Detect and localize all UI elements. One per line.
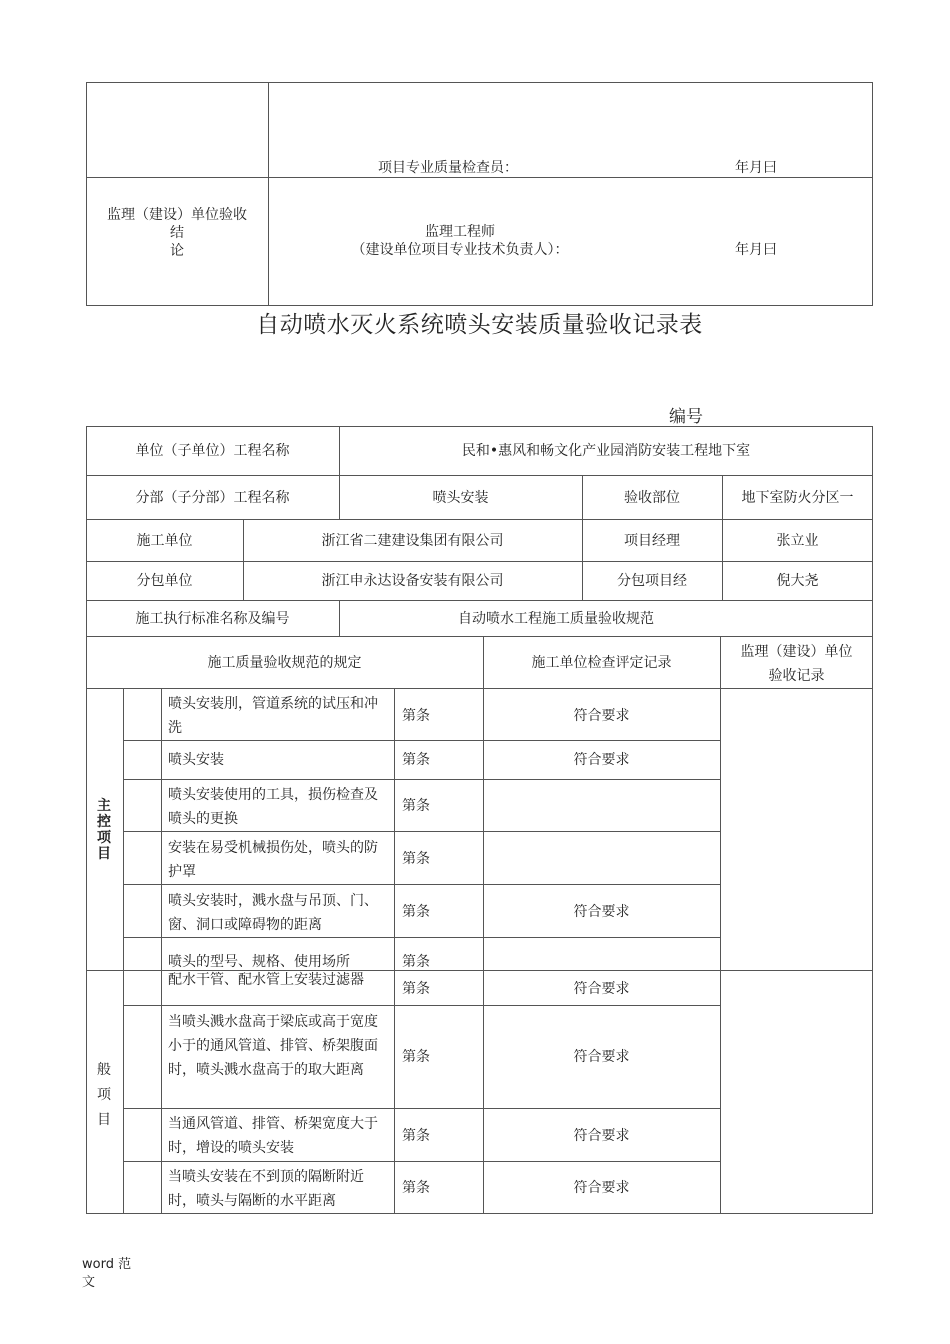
row-line	[123, 1161, 720, 1162]
unit-project-value: 民和•惠风和畅文化产业园消防安装工程地下室	[461, 443, 751, 459]
sub-pm-value: 倪大尧	[776, 573, 819, 589]
contractor-label: 施工单位	[136, 533, 193, 549]
sub-project-value: 喷头安装	[432, 490, 489, 506]
general-item-result: 符合要求	[573, 1180, 630, 1196]
engineer-label-2: （建设单位项目专业技术负责人）：	[351, 242, 569, 258]
row-line	[123, 1108, 720, 1109]
general-item-result: 符合要求	[573, 1049, 630, 1065]
main-item-clause: 第条	[402, 904, 430, 920]
general-item-desc: 当通风管道、排管、桥架宽度大于时，增设的喷头安装	[168, 1116, 378, 1156]
col-line	[123, 688, 124, 1214]
main-item-desc: 喷头的型号、规格、使用场所	[168, 954, 350, 970]
general-item-result: 符合要求	[573, 1128, 630, 1144]
footer-watermark-1: word 范	[82, 1257, 132, 1272]
row-line	[123, 884, 720, 885]
contractor-value: 浙江省二建建设集团有限公司	[321, 533, 504, 549]
inspector-label: 项目专业质量检查员：	[378, 160, 518, 176]
general-item-clause: 第条	[402, 1049, 430, 1065]
general-item-desc: 当喷头安装在不到顶的隔断附近时，喷头与隔断的水平距离	[168, 1169, 364, 1209]
row-line	[123, 1005, 720, 1006]
pm-value: 张立业	[776, 533, 819, 549]
accept-part-value: 地下室防火分区一	[741, 490, 854, 506]
main-control-items-label: 主控项目	[97, 798, 111, 862]
supervisor-conclusion-label-1: 监理（建设）单位验收	[107, 207, 247, 223]
top-table-divider	[268, 82, 269, 306]
sub-project-label: 分部（子分部）工程名称	[135, 490, 290, 506]
row-line	[86, 636, 873, 637]
row-line	[86, 561, 873, 562]
row-line	[86, 475, 873, 476]
page-title: 自动喷水灭火系统喷头安装质量验收记录表	[256, 312, 703, 338]
row-line	[86, 688, 873, 689]
col-line	[720, 636, 721, 1214]
main-item-result: 符合要求	[573, 904, 630, 920]
main-item-clause: 第条	[402, 752, 430, 768]
general-item-clause: 第条	[402, 1128, 430, 1144]
general-item-desc: 配水干管、配水管上安装过滤器	[168, 972, 364, 988]
supervisor-conclusion-label-3: 论	[170, 243, 184, 259]
main-item-desc: 安装在易受机械损伤处，喷头的防护罩	[168, 840, 378, 880]
engineer-label-1: 监理工程师	[425, 224, 495, 240]
main-item-clause: 第条	[402, 798, 430, 814]
supervision-header-2: 验收记录	[768, 668, 825, 684]
accept-part-label: 验收部位	[624, 490, 680, 506]
unit-project-label: 单位（子单位）工程名称	[135, 443, 290, 459]
general-item-clause: 第条	[402, 981, 430, 997]
main-item-desc: 喷头安装使用的工具，损伤检查及喷头的更换	[168, 787, 378, 827]
general-item-desc: 当喷头溅水盘高于梁底或高于宽度小于的通风管道、排管、桥架腹面时，喷头溅水盘高于的取大距离	[168, 1014, 378, 1078]
standard-label: 施工执行标准名称及编号	[135, 611, 290, 627]
general-item-clause: 第条	[402, 1180, 430, 1196]
spec-header: 施工质量验收规范的规定	[207, 655, 362, 671]
subcontractor-label: 分包单位	[136, 573, 193, 589]
row-line	[123, 779, 720, 780]
row-line	[123, 937, 720, 938]
col-line	[394, 688, 395, 1214]
row-line	[123, 740, 720, 741]
sub-pm-label: 分包项目经	[617, 573, 687, 589]
subcontractor-value: 浙江申永达设备安装有限公司	[321, 573, 504, 589]
main-item-desc: 喷头安装	[168, 752, 224, 768]
check-header: 施工单位检查评定记录	[531, 655, 672, 671]
supervision-header-1: 监理（建设）单位	[740, 644, 853, 660]
footer-watermark-2: 文	[82, 1275, 96, 1290]
engineer-date: 年月曰	[735, 242, 777, 258]
main-item-result: 符合要求	[573, 708, 630, 724]
standard-value: 自动喷水工程施工质量验收规范	[458, 611, 654, 627]
row-line	[86, 519, 873, 520]
serial-number-label: 编号	[669, 407, 703, 427]
main-item-result: 符合要求	[573, 752, 630, 768]
main-item-clause: 第条	[402, 954, 430, 970]
general-items-label: 般项目	[97, 1062, 111, 1128]
top-table	[86, 82, 873, 306]
main-item-desc: 喷头安装刖，管道系统的试压和冲洗	[168, 696, 378, 736]
main-item-desc: 喷头安装时，溅水盘与吊顶、门、窗、洞口或障碍物的距离	[168, 893, 378, 933]
main-item-clause: 第条	[402, 851, 430, 867]
main-item-clause: 第条	[402, 708, 430, 724]
inspector-date: 年月曰	[735, 160, 777, 176]
supervisor-conclusion-label-2: 结	[170, 225, 184, 241]
pm-label: 项目经理	[624, 533, 680, 549]
row-line	[123, 831, 720, 832]
col-line	[161, 688, 162, 1214]
row-line	[86, 600, 873, 601]
general-item-result: 符合要求	[573, 981, 630, 997]
